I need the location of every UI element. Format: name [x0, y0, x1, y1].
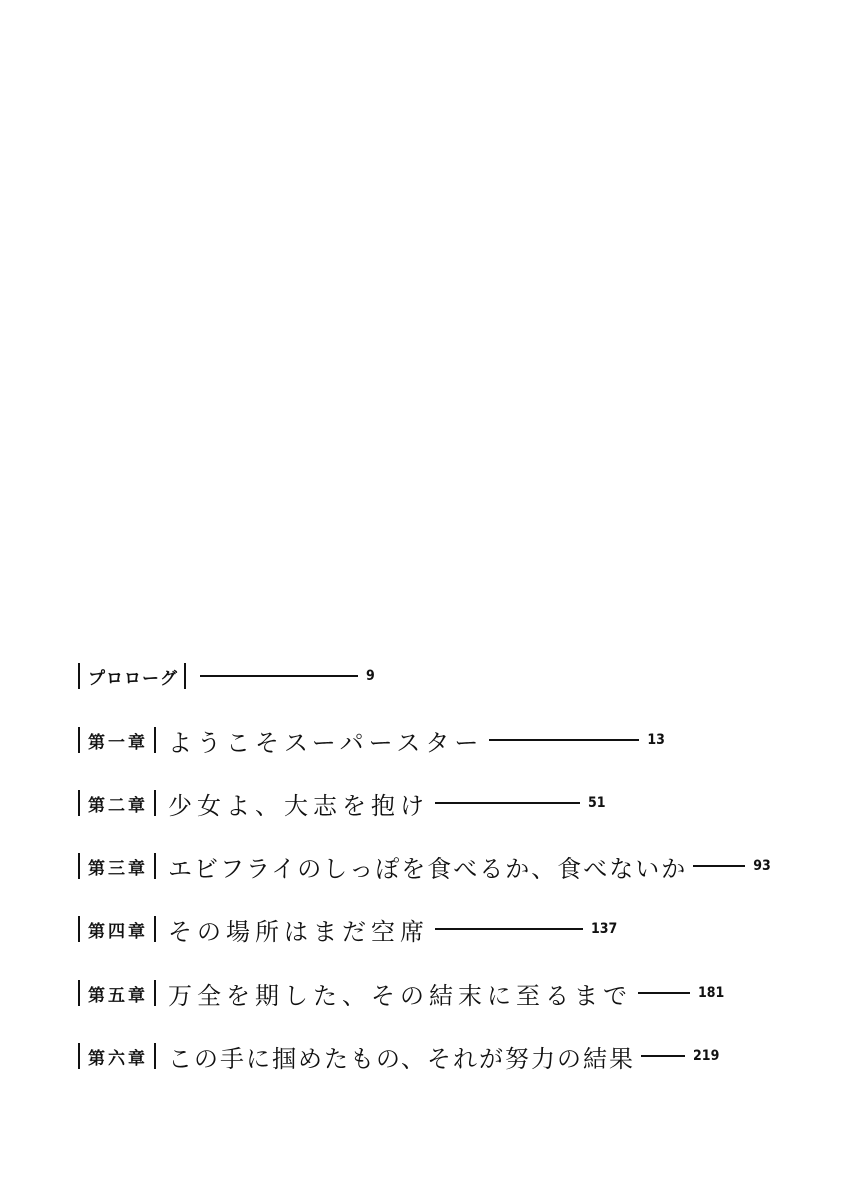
toc-entry-chapter-5[interactable] [78, 976, 724, 1010]
toc-label: 第三章 [88, 858, 148, 879]
toc-chapter-title: 少女よ、大志を抱け [168, 791, 429, 820]
toc-chapter-title: エビフライのしっぽを食べるか、食べないか [168, 854, 688, 883]
leader-line [435, 802, 580, 804]
toc-label-box [78, 1041, 156, 1071]
leader-line [489, 739, 639, 741]
toc-entry-chapter-2[interactable] [78, 786, 606, 820]
toc-chapter-title: この手に掴めたもの、それが努力の結果 [168, 1044, 636, 1073]
toc-label-box [78, 851, 156, 881]
toc-entry-prologue[interactable] [78, 659, 375, 693]
label-right-bar [154, 790, 156, 816]
toc-page-number: 51 [588, 795, 606, 811]
toc-page-number: 93 [753, 858, 771, 874]
leader-line [641, 1055, 685, 1057]
toc-label: プロローグ [88, 668, 178, 689]
label-right-bar [154, 1043, 156, 1069]
label-right-bar [154, 727, 156, 753]
leader-line [200, 675, 358, 677]
toc-entry-chapter-1[interactable] [78, 723, 665, 757]
toc-label: 第四章 [88, 921, 148, 942]
leader-line [435, 928, 583, 930]
toc-chapter-title: その場所はまだ空席 [168, 917, 429, 946]
toc-page-number: 137 [591, 921, 618, 937]
toc-chapter-title: 万全を期した、その結末に至るまで [168, 981, 632, 1010]
toc-page-number: 219 [693, 1048, 720, 1064]
toc-label-box [78, 978, 156, 1008]
toc-label: 第五章 [88, 985, 148, 1006]
toc-label: 第六章 [88, 1048, 148, 1069]
toc-entry-chapter-6[interactable] [78, 1039, 719, 1073]
leader-line [693, 865, 745, 867]
toc-label-box [78, 788, 156, 818]
toc-entry-chapter-3[interactable] [78, 849, 771, 883]
toc-page-number: 9 [366, 668, 375, 684]
toc-page-number: 181 [698, 985, 725, 1001]
label-right-bar [154, 980, 156, 1006]
toc-label-box [78, 725, 156, 755]
toc-page-number: 13 [647, 732, 665, 748]
toc-chapter-title: ようこそスーパースター [168, 728, 484, 757]
toc-label-box [78, 661, 186, 691]
label-right-bar [154, 916, 156, 942]
label-right-bar [154, 853, 156, 879]
toc-label-box [78, 914, 156, 944]
toc-label: 第二章 [88, 795, 148, 816]
toc-entry-chapter-4[interactable] [78, 912, 617, 946]
toc-label: 第一章 [88, 732, 148, 753]
leader-line [638, 992, 690, 994]
label-right-bar [184, 663, 186, 689]
